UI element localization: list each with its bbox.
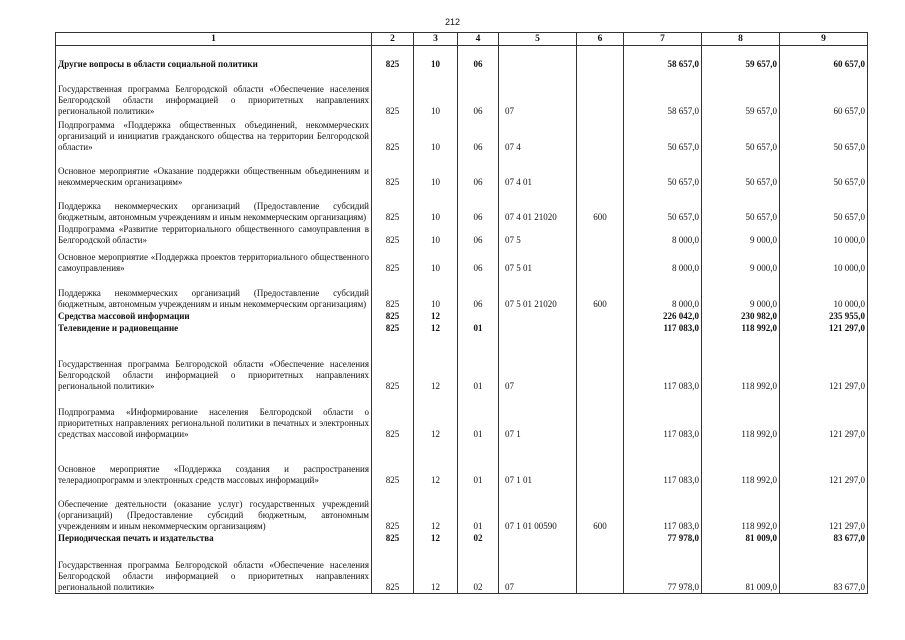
row-value-cell: [499, 322, 577, 334]
row-value-cell: 01: [458, 440, 499, 486]
row-value-cell: 825: [372, 532, 414, 544]
row-value-cell: [577, 153, 624, 188]
header-cell: 4: [458, 33, 499, 46]
row-name-cell: Основное мероприятие «Поддержка проектов территориального общественного самоуправления»: [56, 246, 372, 274]
row-value-cell: 07 1: [499, 392, 577, 440]
row-value-cell: 121 297,0: [780, 486, 868, 532]
table-row: [56, 46, 868, 70]
row-name-cell: Другие вопросы в области социальной политики: [56, 46, 372, 70]
row-value-cell: 12: [414, 392, 458, 440]
row-value-cell: 118 992,0: [702, 486, 780, 532]
row-name-cell: Телевидение и радиовещание: [56, 322, 372, 334]
row-value-cell: 8 000,0: [624, 223, 702, 246]
row-value-cell: 07: [499, 70, 577, 117]
row-value-cell: 02: [458, 532, 499, 544]
row-value-cell: 07: [499, 334, 577, 392]
row-value-cell: 10: [414, 223, 458, 246]
row-value-cell: [577, 532, 624, 544]
row-value-cell: 825: [372, 274, 414, 310]
row-value-cell: 10: [414, 246, 458, 274]
row-value-cell: 07 1 01: [499, 440, 577, 486]
row-value-cell: [499, 46, 577, 70]
header-cell: 8: [702, 33, 780, 46]
row-value-cell: 07 5 01 21020: [499, 274, 577, 310]
header-cell: 3: [414, 33, 458, 46]
table-row: [56, 392, 868, 440]
row-value-cell: 50 657,0: [702, 188, 780, 223]
table-row: [56, 188, 868, 223]
row-value-cell: 10 000,0: [780, 274, 868, 310]
row-value-cell: 10 000,0: [780, 223, 868, 246]
row-name-cell: Поддержка некоммерческих организаций (Предоставление субсидий бюджетным, автономным учреждениям и иным некоммерческим организациям): [56, 188, 372, 223]
table-row: [56, 544, 868, 594]
row-value-cell: 12: [414, 532, 458, 544]
row-value-cell: 06: [458, 153, 499, 188]
row-value-cell: 60 657,0: [780, 70, 868, 117]
row-name-cell: Периодическая печать и издательства: [56, 532, 372, 544]
row-value-cell: 118 992,0: [702, 322, 780, 334]
row-name-cell: Государственная программа Белгородской области «Обеспечение населения Белгородской области информацией о приоритетных направлениях региональной политики»: [56, 70, 372, 117]
row-value-cell: 10 000,0: [780, 246, 868, 274]
row-value-cell: 825: [372, 117, 414, 153]
row-value-cell: 06: [458, 70, 499, 117]
row-value-cell: [499, 532, 577, 544]
row-value-cell: 118 992,0: [702, 440, 780, 486]
row-value-cell: 07 5: [499, 223, 577, 246]
row-value-cell: 50 657,0: [780, 188, 868, 223]
row-value-cell: [458, 310, 499, 322]
row-name-cell: Поддержка некоммерческих организаций (Предоставление субсидий бюджетным, автономным учреждениям и иным некоммерческим организациям): [56, 274, 372, 310]
row-value-cell: 10: [414, 153, 458, 188]
budget-table: [55, 32, 868, 594]
row-value-cell: 825: [372, 544, 414, 594]
row-value-cell: 12: [414, 334, 458, 392]
row-value-cell: 50 657,0: [702, 117, 780, 153]
table-row: [56, 310, 868, 322]
row-value-cell: 12: [414, 544, 458, 594]
row-value-cell: 825: [372, 188, 414, 223]
row-value-cell: 230 982,0: [702, 310, 780, 322]
row-value-cell: 01: [458, 322, 499, 334]
row-value-cell: [577, 322, 624, 334]
row-value-cell: 825: [372, 334, 414, 392]
row-value-cell: 06: [458, 223, 499, 246]
row-name-cell: Государственная программа Белгородской области «Обеспечение населения Белгородской области информацией о приоритетных направлениях региональной политики»: [56, 334, 372, 392]
row-value-cell: 9 000,0: [702, 274, 780, 310]
row-value-cell: 01: [458, 334, 499, 392]
row-value-cell: 825: [372, 223, 414, 246]
row-value-cell: 06: [458, 246, 499, 274]
row-value-cell: 12: [414, 486, 458, 532]
row-value-cell: 58 657,0: [624, 70, 702, 117]
row-value-cell: 50 657,0: [624, 188, 702, 223]
row-value-cell: [577, 46, 624, 70]
row-name-cell: Подпрограмма «Развитие территориального общественного самоуправления в Белгородской области»: [56, 223, 372, 246]
row-value-cell: 825: [372, 70, 414, 117]
table-row: [56, 440, 868, 486]
row-value-cell: 06: [458, 117, 499, 153]
row-value-cell: 825: [372, 310, 414, 322]
row-value-cell: [577, 246, 624, 274]
row-value-cell: 60 657,0: [780, 46, 868, 70]
row-value-cell: 117 083,0: [624, 334, 702, 392]
row-value-cell: 01: [458, 392, 499, 440]
row-value-cell: 118 992,0: [702, 392, 780, 440]
row-value-cell: 121 297,0: [780, 334, 868, 392]
row-value-cell: 50 657,0: [624, 117, 702, 153]
row-value-cell: 50 657,0: [780, 153, 868, 188]
row-value-cell: 121 297,0: [780, 392, 868, 440]
table-row: [56, 322, 868, 334]
row-value-cell: 07 4 01 21020: [499, 188, 577, 223]
table-row: [56, 532, 868, 544]
row-value-cell: 235 955,0: [780, 310, 868, 322]
row-value-cell: 07: [499, 544, 577, 594]
row-value-cell: 12: [414, 440, 458, 486]
row-value-cell: 10: [414, 46, 458, 70]
row-value-cell: 50 657,0: [780, 117, 868, 153]
table-row: [56, 70, 868, 117]
row-value-cell: 825: [372, 246, 414, 274]
row-value-cell: [577, 223, 624, 246]
row-value-cell: 50 657,0: [702, 153, 780, 188]
row-value-cell: 825: [372, 46, 414, 70]
row-value-cell: 58 657,0: [624, 46, 702, 70]
table-row: [56, 117, 868, 153]
row-value-cell: 825: [372, 153, 414, 188]
row-value-cell: 10: [414, 70, 458, 117]
row-value-cell: 117 083,0: [624, 440, 702, 486]
row-value-cell: 07 4 01: [499, 153, 577, 188]
row-value-cell: [577, 117, 624, 153]
row-value-cell: [577, 392, 624, 440]
row-value-cell: 118 992,0: [702, 334, 780, 392]
row-value-cell: [577, 310, 624, 322]
row-name-cell: Подпрограмма «Информирование населения Белгородской области о приоритетных направлениях региональной политики в печатных и электронных средствах массовой информации»: [56, 392, 372, 440]
row-value-cell: 825: [372, 392, 414, 440]
row-value-cell: 07 4: [499, 117, 577, 153]
header-cell: 9: [780, 33, 868, 46]
table-row: [56, 223, 868, 246]
row-value-cell: 825: [372, 322, 414, 334]
row-value-cell: 600: [577, 188, 624, 223]
row-name-cell: Основное мероприятие «Поддержка создания и распространения телерадиопрограмм и электронных средств массовых информаций»: [56, 440, 372, 486]
row-value-cell: 07 1 01 00590: [499, 486, 577, 532]
row-value-cell: [577, 544, 624, 594]
row-value-cell: 06: [458, 46, 499, 70]
row-name-cell: Средства массовой информации: [56, 310, 372, 322]
header-cell: 2: [372, 33, 414, 46]
row-value-cell: 07 5 01: [499, 246, 577, 274]
row-value-cell: [577, 70, 624, 117]
header-cell: 7: [624, 33, 702, 46]
page-number: 212: [444, 17, 461, 27]
row-value-cell: 77 978,0: [624, 544, 702, 594]
header-row: [56, 33, 868, 46]
row-value-cell: 9 000,0: [702, 246, 780, 274]
row-value-cell: 01: [458, 486, 499, 532]
table-row: [56, 246, 868, 274]
row-value-cell: 825: [372, 440, 414, 486]
row-name-cell: Подпрограмма «Поддержка общественных объединений, некоммерческих организаций и инициатив гражданского общества на территории Белгородской области»: [56, 117, 372, 153]
row-value-cell: 121 297,0: [780, 322, 868, 334]
row-value-cell: 117 083,0: [624, 486, 702, 532]
header-cell: 6: [577, 33, 624, 46]
row-value-cell: 8 000,0: [624, 274, 702, 310]
table-row: [56, 274, 868, 310]
row-name-cell: Государственная программа Белгородской области «Обеспечение населения Белгородской области информацией о приоритетных направлениях региональной политики»: [56, 544, 372, 594]
row-value-cell: 83 677,0: [780, 532, 868, 544]
row-name-cell: Обеспечение деятельности (оказание услуг) государственных учреждений (организаций) (Предоставление субсидий бюджетным, автономным учреждениям и иным некоммерческим организациям): [56, 486, 372, 532]
row-value-cell: [577, 440, 624, 486]
row-value-cell: 12: [414, 310, 458, 322]
row-value-cell: 10: [414, 117, 458, 153]
row-value-cell: 12: [414, 322, 458, 334]
row-value-cell: 59 657,0: [702, 70, 780, 117]
row-value-cell: 121 297,0: [780, 440, 868, 486]
row-value-cell: 600: [577, 486, 624, 532]
row-value-cell: 59 657,0: [702, 46, 780, 70]
row-value-cell: 117 083,0: [624, 322, 702, 334]
header-cell: 1: [56, 33, 372, 46]
row-value-cell: 600: [577, 274, 624, 310]
table-row: [56, 153, 868, 188]
row-value-cell: 81 009,0: [702, 532, 780, 544]
row-value-cell: 10: [414, 274, 458, 310]
row-value-cell: 83 677,0: [780, 544, 868, 594]
header-cell: 5: [499, 33, 577, 46]
row-value-cell: 9 000,0: [702, 223, 780, 246]
table-row: [56, 334, 868, 392]
row-value-cell: 50 657,0: [624, 153, 702, 188]
row-value-cell: 06: [458, 274, 499, 310]
row-value-cell: [499, 310, 577, 322]
row-value-cell: 02: [458, 544, 499, 594]
row-value-cell: 06: [458, 188, 499, 223]
row-value-cell: [577, 334, 624, 392]
row-value-cell: 117 083,0: [624, 392, 702, 440]
row-value-cell: 77 978,0: [624, 532, 702, 544]
row-name-cell: Основное мероприятие «Оказание поддержки общественным объединениям и некоммерческим организациям»: [56, 153, 372, 188]
row-value-cell: 825: [372, 486, 414, 532]
row-value-cell: 8 000,0: [624, 246, 702, 274]
row-value-cell: 81 009,0: [702, 544, 780, 594]
table-row: [56, 486, 868, 532]
row-value-cell: 226 042,0: [624, 310, 702, 322]
row-value-cell: 10: [414, 188, 458, 223]
